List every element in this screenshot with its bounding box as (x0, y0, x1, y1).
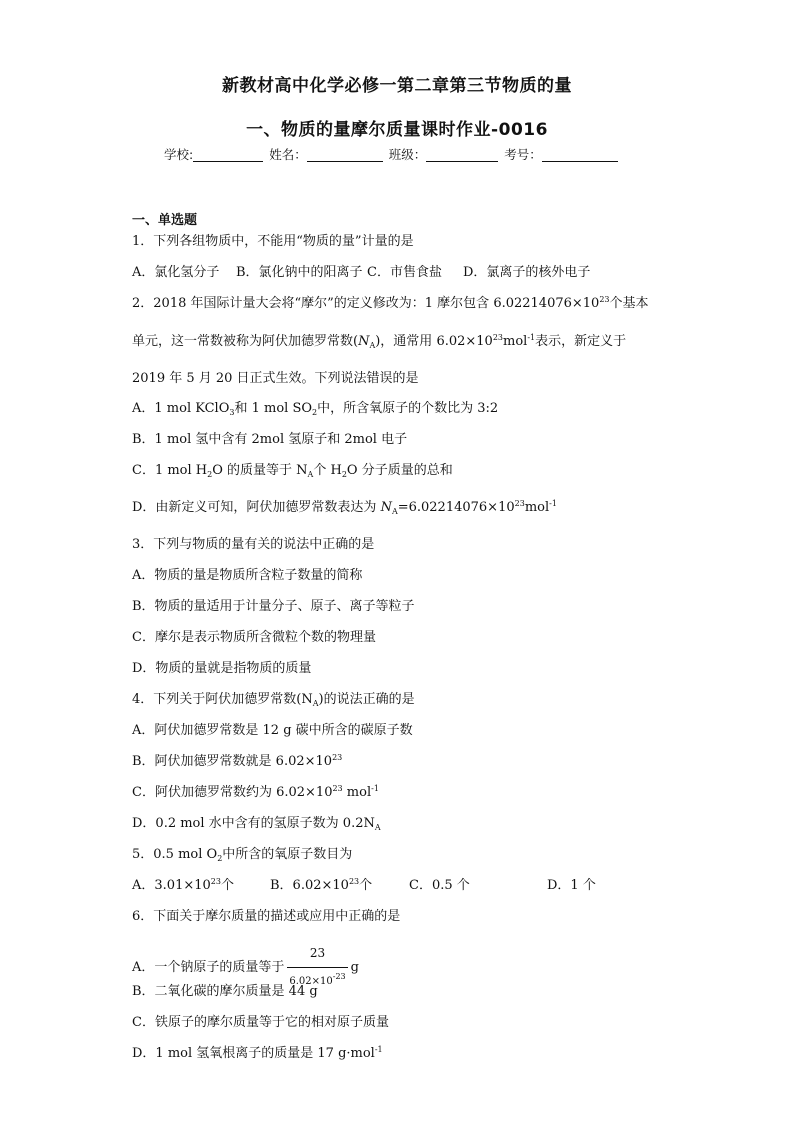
q3-option-d[interactable]: D．物质的量就是指物质的质量 (132, 661, 312, 676)
q4-option-a[interactable]: A．阿伏加德罗常数是 12 g 碳中所含的碳原子数 (132, 723, 413, 738)
exam-number-blank[interactable] (542, 147, 618, 162)
q3-option-c[interactable]: C．摩尔是表示物质所含微粒个数的物理量 (132, 630, 376, 645)
q1-option-b[interactable]: B．氯化钠中的阳离子 (236, 265, 363, 280)
q2-option-b[interactable]: B．1 mol 氢中含有 2mol 氢原子和 2mol 电子 (132, 432, 408, 447)
document-subtitle: 一、物质的量摩尔质量课时作业-0016 (246, 120, 548, 140)
class-label: 班级： (388, 147, 427, 162)
q2-option-d[interactable]: D．由新定义可知，阿伏加德罗常数表达为 $N_A=6.02214076\times 10^{23}mol^{-1}$ (132, 499, 557, 516)
name-label: 姓名： (269, 147, 307, 162)
question-6-stem: 6．下面关于摩尔质量的描述或应用中正确的是 (132, 909, 401, 924)
student-info-row (164, 145, 620, 163)
school-blank[interactable] (193, 147, 263, 162)
q5-option-c[interactable]: C．0.5 个 (409, 878, 470, 893)
section-title: 一、单选题 (132, 213, 198, 228)
q6-option-b[interactable]: B．二氧化碳的摩尔质量是 44 g (132, 984, 318, 999)
question-5-options (132, 877, 596, 895)
question-4-stem: 4．下列关于阿伏加德罗常数$(N_A)$的说法正确的是 (132, 692, 415, 708)
question-2-stem-line2: 单元，这一常数被称为阿伏加德罗常数$(N_A)$，通常用 $6.02\times 10^{23}mol^{-1}$表示，新定义于 (132, 333, 627, 350)
q5-option-a[interactable]: A．$3.01\times 10^{23}$个 (132, 877, 234, 893)
name-blank[interactable] (307, 147, 383, 162)
q6-option-a[interactable]: A．一个钠原子的质量等于 $\frac{23}{6.02\times 10^{-23}}$ g (132, 939, 359, 996)
q3-option-a[interactable]: A．物质的量是物质所含粒子数量的简称 (132, 568, 363, 583)
q1-option-d[interactable]: D．氯离子的核外电子 (463, 265, 591, 280)
q2-option-c[interactable]: C．1 mol $H_2O$ 的质量等于 $N_A$个 $H_2O$ 分子质量的总和 (132, 463, 453, 479)
q5-option-d[interactable]: D．1 个 (547, 878, 596, 893)
class-blank[interactable] (426, 147, 498, 162)
q6-option-d[interactable]: D．1 mol 氢氧根离子的质量是 17 g·mol$^{-1}$ (132, 1045, 383, 1061)
question-1-options (132, 264, 590, 282)
question-3-stem: 3．下列与物质的量有关的说法中正确的是 (132, 537, 375, 552)
q1-option-a[interactable]: A．氯化氢分子 (132, 265, 220, 280)
question-2-stem-line3: 2019 年 5 月 20 日正式生效。下列说法错误的是 (132, 371, 419, 386)
q6-option-c[interactable]: C．铁原子的摩尔质量等于它的相对原子质量 (132, 1015, 389, 1030)
question-5-stem: 5．0.5 mol $O_2$中所含的氧原子数目为 (132, 847, 353, 863)
question-1-stem: 1．下列各组物质中，不能用“物质的量”计量的是 (132, 234, 414, 249)
q4-option-d[interactable]: D．0.2 mol 水中含有的氢原子数为 $0.2N_A$ (132, 816, 381, 832)
q4-option-b[interactable]: B．阿伏加德罗常数就是 $6.02\times 10^{23}$ (132, 753, 343, 769)
exam-number-label: 考号： (504, 147, 542, 162)
q2-option-a[interactable]: A．1 mol KClO$_3$和 1 mol $SO_2$中，所含氧原子的个数比为 3:2 (132, 401, 499, 417)
q3-option-b[interactable]: B．物质的量适用于计量分子、原子、离子等粒子 (132, 599, 415, 614)
q4-option-c[interactable]: C．阿伏加德罗常数约为 $6.02\times 10^{23}$ mol$^{-1}$ (132, 784, 379, 800)
school-label: 学校: (164, 147, 194, 162)
question-2-stem-line1: 2．2018 年国际计量大会将“摩尔”的定义修改为：1 摩尔包含 $6.02214076\times 10^{23}$个基本 (132, 295, 649, 311)
fraction: $\frac{23}{6.02\times 10^{-23}}$ (287, 939, 347, 996)
document-title: 新教材高中化学必修一第二章第三节物质的量 (222, 76, 572, 96)
q5-option-b[interactable]: B．$6.02\times 10^{23}$个 (270, 877, 373, 893)
q1-option-c[interactable]: C．市售食盐 (367, 265, 442, 280)
